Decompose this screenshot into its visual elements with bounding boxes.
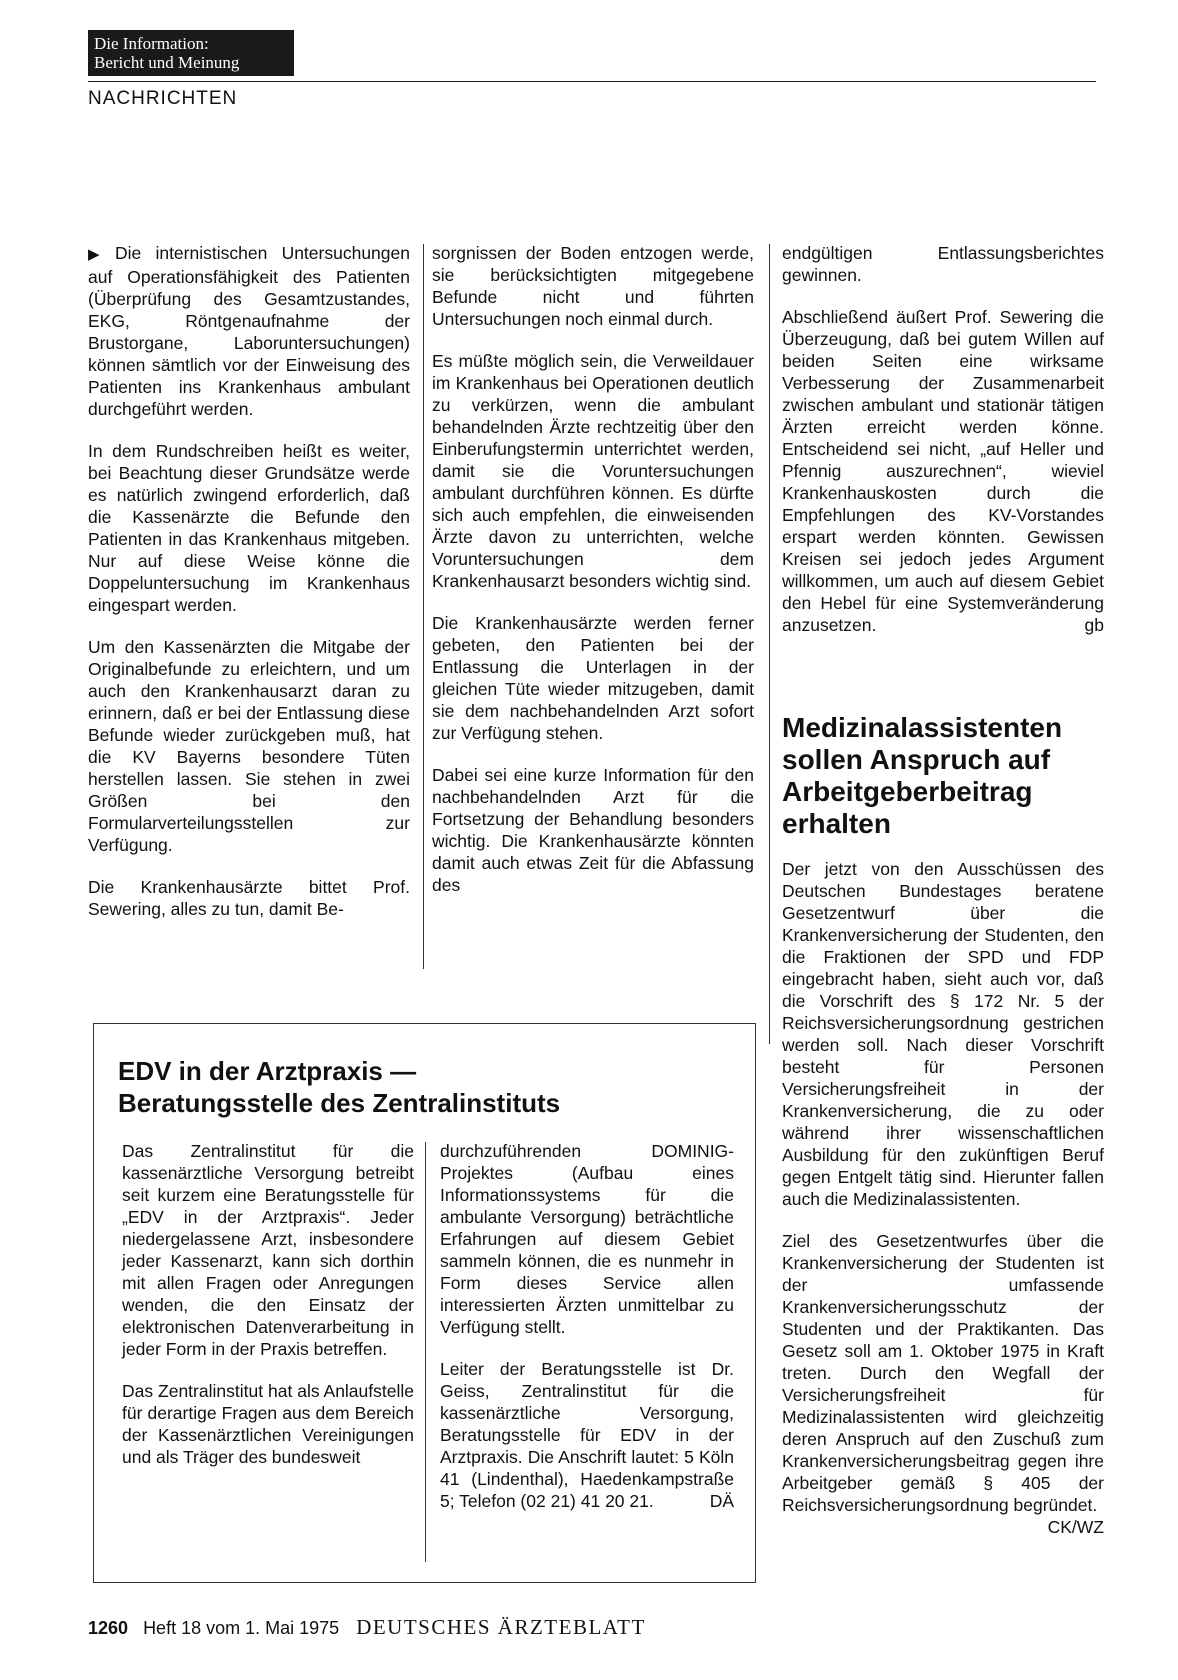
info-box-title xyxy=(118,1055,738,1119)
info-box-column-1 xyxy=(122,1140,414,1468)
col1-p1-text: Die internistischen Untersuchungen auf Operationsfähigkeit des Patienten (Überprüfung des Gesamtzustandes, EKG, Röntgenaufnahme der Brustorgane, Laboruntersuchungen) können sämtlich vor der Einweisung des Patienten ins Krankenhaus ambulant durchgeführt werden. xyxy=(88,243,410,419)
col1-paragraph-4: Die Krankenhausärzte bittet Prof. Sewering, alles zu tun, damit Be- xyxy=(88,877,410,919)
triangle-bullet-icon: ▶ xyxy=(88,246,109,263)
page-footer xyxy=(88,1615,646,1640)
info-box-title-line-1: EDV in der Arztpraxis — xyxy=(118,1056,417,1086)
col3-p2-text: Abschließend äußert Prof. Sewering die Überzeugung, daß bei gutem Willen auf beiden Seiten eine wirksame Verbesserung der Zusammenarbeit zwischen ambulant und stationär tätigen Ärzten erreicht werden könne. Entscheidend sei nicht, „auf Heller und Pfennig auszurechnen“, wieviel Krankenhauskosten durch die Empfehlungen des KV-Vorstandes erspart werden könnten. Gewissen Kreisen sei jedoch jedes Argument willkommen, um auch auf diesem Gebiet den Hebel für eine Systemveränderung anzusetzen. xyxy=(782,307,1104,635)
info-box-column-2 xyxy=(440,1140,734,1512)
rubric-box xyxy=(88,30,294,76)
column-1 xyxy=(88,242,410,920)
info-box-p4-text: Leiter der Beratungsstelle ist Dr. Geiss, Zentralinstitut für die kassenärztliche Versorgung, Beratungsstelle für EDV in der Arztpraxis. Die Anschrift lautet: 5 Köln 41 (Lindenthal), Haedenkampstraße 5; Telefon (02 21) 41 20 21. xyxy=(440,1359,734,1511)
author-signature: gb xyxy=(1084,615,1104,635)
info-box-paragraph-3: durchzuführenden DOMINIG-Projektes (Aufbau eines Informationssystems für die ambulante Versorgung) beträchtliche Erfahrungen auf diesem Gebiet sammeln können, die es nunmehr in Form dieses Service allen interessierten Ärzten unmittelbar zu Verfügung stellt. xyxy=(440,1141,734,1337)
col2-paragraph-1: sorgnissen der Boden entzogen werde, sie berücksichtigten mitgegebene Befunde nicht und führten Untersuchungen noch einmal durch. xyxy=(432,243,754,329)
column-3 xyxy=(782,242,1104,636)
rubric-line-1: Die Information: xyxy=(94,34,209,53)
info-box-paragraph-2: Das Zentralinstitut hat als Anlaufstelle für derartige Fragen aus dem Bereich der Kassenärztlichen Vereinigungen und als Träger des bundesweit xyxy=(122,1381,414,1467)
col3-paragraph-1: endgültigen Entlassungsberichtes gewinnen. xyxy=(782,243,1104,285)
col2-paragraph-2: Es müßte möglich sein, die Verweildauer im Krankenhaus bei Operationen deutlich zu verkürzen, wenn die ambulant behandelnden Ärzte rechtzeitig über den Einberufungstermin unterrichtet werden, damit sie die Voruntersuchungen ambulant durchführen können. Es dürfte sich auch empfehlen, die einweisenden Ärzte davon zu unterrichten, welche Voruntersuchungen dem Krankenhausarzt besonders wichtig sind. xyxy=(432,351,754,591)
col1-paragraph-1 xyxy=(88,242,410,420)
article-p2-text: Ziel des Gesetzentwurfes über die Krankenversicherung der Studenten ist der umfassende Krankenversicherungsschutz der Studenten und der Praktikanten. Das Gesetz soll am 1. Oktober 1975 in Kraft treten. Durch den Wegfall der Versicherungsfreiheit für Medizinalassistenten wird gleichzeitig deren Anspruch auf den Zuschuß zum Krankenversicherungsbeitrag gegen ihre Arbeitgeber gemäß § 405 der Reichsversicherungsordnung begründet. xyxy=(782,1231,1104,1515)
info-box-title-line-2: Beratungsstelle des Zentralinstituts xyxy=(118,1088,561,1118)
info-box-divider xyxy=(425,1142,426,1562)
column-divider-2 xyxy=(769,244,770,1044)
col2-paragraph-3: Die Krankenhausärzte werden ferner gebeten, den Patienten bei der Entlassung die Unterlagen in der gleichen Tüte wieder mitzugeben, damit sie dem nachbehandelnden Arzt sofort zur Verfügung stehen. xyxy=(432,613,754,743)
page-number: 1260 xyxy=(88,1618,129,1638)
header-rule xyxy=(88,81,1096,82)
article-body xyxy=(782,858,1104,1538)
section-label: NACHRICHTEN xyxy=(88,88,238,109)
article-paragraph-1: Der jetzt von den Ausschüssen des Deutschen Bundestages beratene Gesetzentwurf über die Krankenversicherung der Studenten, den die Fraktionen der SPD und FDP eingebracht haben, sieht auch vor, daß die Vorschrift des § 172 Nr. 5 der Reichsversicherungsordnung gestrichen werden soll. Nach dieser Vorschrift besteht für Personen Versicherungsfreiheit in der Krankenversicherung, die zu oder während ihrer wissenschaftlichen Ausbildung für den zukünftigen Beruf gegen Entgelt tätig sind. Hierunter fallen auch die Medizinalassistenten. xyxy=(782,859,1104,1209)
col2-paragraph-4: Dabei sei eine kurze Information für den nachbehandelnden Arzt für die Fortsetzung der Behandlung besonders wichtig. Die Krankenhausärzte könnten damit auch etwas Zeit für die Abfassung des xyxy=(432,765,754,895)
rubric-line-2: Bericht und Meinung xyxy=(94,53,240,72)
magazine-name: DEUTSCHES ÄRZTEBLATT xyxy=(356,1615,646,1639)
issue-info: Heft 18 vom 1. Mai 1975 xyxy=(143,1618,340,1638)
info-box-signature: DÄ xyxy=(709,1491,734,1511)
column-2 xyxy=(432,242,754,896)
col3-paragraph-2 xyxy=(782,306,1104,636)
col1-paragraph-3: Um den Kassenärzten die Mitgabe der Originalbefunde zu erleichtern, und um auch den Krankenhausarzt daran zu erinnern, daß er bei der Entlassung diese Befunde wieder zurückgeben muß, hat die KV Bayerns besondere Tüten herstellen lassen. Sie stehen in zwei Größen bei den Formularverteilungsstellen zur Verfügung. xyxy=(88,637,410,855)
article-signature: CK/WZ xyxy=(1047,1517,1104,1537)
article-paragraph-2 xyxy=(782,1230,1104,1537)
info-box-paragraph-4 xyxy=(440,1358,734,1512)
column-divider-1 xyxy=(423,244,424,969)
article-headline: Medizinalassistenten sollen Anspruch auf Arbeitgeberbeitrag erhalten xyxy=(782,712,1063,839)
info-box-paragraph-1: Das Zentralinstitut für die kassenärztliche Versorgung betreibt seit kurzem eine Beratungsstelle für „EDV in der Arztpraxis“. Jeder niedergelassene Arzt, insbesondere jeder Kassenarzt, kann sich dorthin mit allen Fragen oder Anregungen wenden, die den Einsatz der elektronischen Datenverarbeitung in jeder Form in der Praxis betreffen. xyxy=(122,1141,414,1359)
col1-paragraph-2: In dem Rundschreiben heißt es weiter, bei Beachtung dieser Grundsätze werde es natürlich zwingend erforderlich, daß die Kassenärzte die Befunde den Patienten in das Krankenhaus mitgeben. Nur auf diese Weise könne die Doppeluntersuchung im Krankenhaus eingespart werden. xyxy=(88,441,410,615)
